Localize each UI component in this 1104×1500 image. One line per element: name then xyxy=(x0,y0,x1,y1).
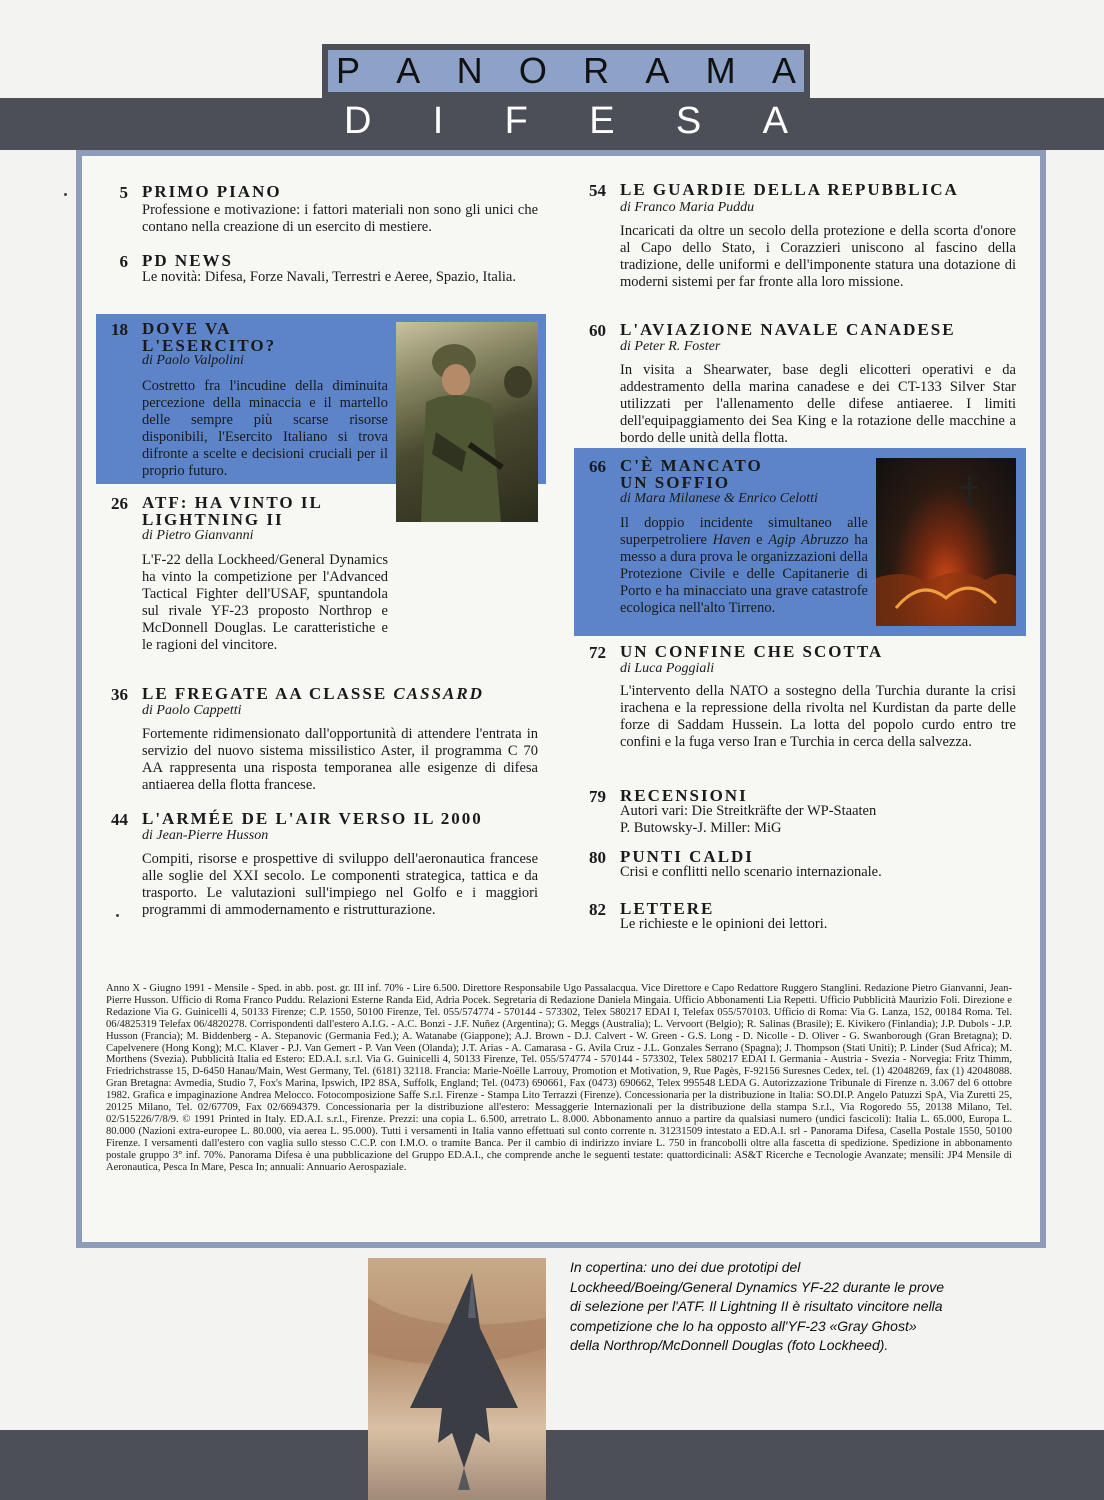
title-letter: A xyxy=(396,50,421,91)
masthead-credits: Anno X - Giugno 1991 - Mensile - Sped. in abb. post. gr. III inf. 70% - Lire 6.500. Direttore Responsabile Ugo Passalacqua. Vice Direttore e Capo Redattore Ruggero Stanglini. Redazione Pietro Gianvanni, Jean-Pierre Husson. Ufficio di Roma Franco Puddu. Relazioni Esterne Randa Eid, Adria Pocek. Segretaria di Redazione Daniela Mingaia. Ufficio Abbonamenti Lia Repetti. Ufficio Pubblicità Maurizio Foli. Direzione e Redazione Via G. Guinicelli 4, 50133 Firenze; C.P. 1550, 50100 Firenze, Tel. 055/574774 - 570144 - 573302, Telex 580217 EDAI I, Telefax 055/570103. Ufficio di Roma: Via G. Lanza, 152, 00184 Roma. Tel. 06/4825319 Telefax 06/4820278. Corrispondenti dall'estero A.I.G. - A.C. Bonzi - J.F. Nuñez (Argentina); G. Meggs (Australia); L. Vervoort (Belgio); R. Salinas (Brasile); E. Kivikero (Finlandia); J.P. Dubols - J.P. Husson (Francia); M. Biddenberg - A. Stepanovic (Germania Fed.); A. Watanabe (Giappone); A.J. Brown - D.J. Calvert - W. Green - G.S. Long - D. Nicolle - D. Oliver - G. Swanborough (Gran Bretagna); D. Capelvenere (Hong Kong); M.C. Klaver - P.J. Van Gemert - P. Van Veen (Olanda); J.T. Arias - A. Camarasa - G. Avila Cruz - J.L. Gonzales Serrano (Spagna); J. Thompson (Stati Uniti); P. Linder (Sud Africa); M. Morthens (Svezia). Pubblicità Italia ed Estero: ED.A.I. s.r.l. Via G. Guinicelli 4, 50133 Firenze, Tel. 055/574774 - 570144 - 573302, Telex 580217 EDAI I. Germania - Austria - Svezia - Norvegia: Fritz Thimm, Friedrichstrasse 15, D-6450 Hanau/Main, West Germany, Tel. (6181) 32118. Francia: Marie-Noëlle Larrouy, Promotion et Motivation, 9, Rue Pagès, F-92156 Suresnes Cedex, tel. (1) 42048269, fax (1) 42048088. Gran Bretagna: Avmedia, Studio 7, Fox's Marina, Ipswich, IP2 8SA, Suffolk, England; Tel. (0473) 690661, Fax (0473) 690662, Telex 995548 LEDA G. Autorizzazione Tribunale di Firenze n. 3.067 del 6 ottobre 1982. Grafica e impaginazione Andrea Melocco. Fotocomposizione Saffe S.r.l. Firenze - Stampa Lito Terrazzi (Firenze). Concessionaria per la distribuzione in Italia: SO.DI.P. Angelo Patuzzi SpA, Via Zuretti 25, 20125 Milano, Tel. 02/67709, Fax 02/6694379. Concessionaria per la distribuzione all'estero: Messaggerie Internazionali per la distribuzione della stampa S.r.l., Via Rogoredo 55, 20138 Milano, Tel. 02/515226/7/8/9. © 1991 Printed in Italy. ED.A.I. s.r.l., Firenze. Prezzi: una copia L. 6.500, arretrato L. 8.000. Abbonamento annuo a partire da qualsiasi numero (undici fascicoli): Italia L. 65.000, Europa L. 80.000 (Nazioni extra-europee L. 80.000, via aerea L. 95.000). Tutti i versamenti in Italia vanno effettuati sul conto corrente n. 31231509 intestato a ED.A.I. srl - Panorama Difesa, Casella Postale 1550, 50100 Firenze. I versamenti dall'estero con vaglia sullo stesso C.C.P. con I.M.O. o tramite Banca. Per il cambio di indirizzo inviare L. 750 in francobolli oltre alla fascetta di spedizione. Spedizione in abbonamento postale gruppo 3° inf. 70%. Panorama Difesa è una pubblicazione del Gruppo ED.A.I., che comprende anche le seguenti testate: quattordicinali: AS&T Ricerche e Tecnologie Avanzate; mensili: JP4 Mensile di Aeronautica, Pesca In Mare, Pesca In; annuali: Annuario Aerospaziale. xyxy=(106,983,1012,1173)
entry-page-number: 18 xyxy=(111,320,128,339)
entry-summary: Compiti, risorse e prospettive di sviluppo dell'aeronautica francese alle soglie del XXI secolo. Le componenti strategica, tattica e da trasporto. Le valutazioni sull'impiego nel Golfo e i maggiori programmi di ammodernamento e ristrutturazione. xyxy=(142,851,538,918)
entry-title[interactable]: PD NEWS xyxy=(142,251,233,270)
title-letter: R xyxy=(583,50,610,91)
entry-author: di Pietro Gianvanni xyxy=(142,528,254,543)
entry-summary: Le richieste e le opinioni dei lettori. xyxy=(620,916,828,932)
entry-page-number: 66 xyxy=(589,457,606,476)
entry-page-number: 72 xyxy=(589,643,606,662)
ship-name: Agip Abruzzo xyxy=(768,532,849,548)
entry-title[interactable]: DOVE VA L'ESERCITO? xyxy=(142,319,277,355)
entry-title[interactable]: ATF: HA VINTO IL LIGHTNING II xyxy=(142,493,322,529)
title-letter: O xyxy=(518,50,547,91)
entry-title[interactable]: L'AVIAZIONE NAVALE CANADESE xyxy=(620,320,956,339)
title-letter: F xyxy=(504,99,528,142)
entry-author: di Paolo Cappetti xyxy=(142,703,242,718)
title-letter: P xyxy=(336,50,361,91)
entry-title-text: LE FREGATE AA CLASSE xyxy=(142,684,388,703)
entry-page-number: 36 xyxy=(111,685,128,704)
title-letter: A xyxy=(762,99,788,142)
entry-author: di Luca Poggiali xyxy=(620,661,715,676)
entry-title[interactable]: LETTERE xyxy=(620,899,715,918)
entry-summary: In visita a Shearwater, base degli elicotteri operativi e da addestramento della marina canadese e dei CT-133 Silver Star utilizzati per l'allenamento delle difese antiaeree. I limiti dell'equipaggiamento dei Sea King e la rotazione delle macchine a bordo delle unità della flotta. xyxy=(620,362,1016,446)
title-letter: D xyxy=(344,99,372,142)
entry-summary: Costretto fra l'incudine della diminuita percezione della minaccia e il martello delle sempre più scarse risorse disponibili, l'Esercito Italiano si trova difronte a scelte e decisioni cruciali per il proprio futuro. xyxy=(142,378,388,479)
entry-summary: Autori vari: Die Streitkräfte der WP-Staaten xyxy=(620,803,877,819)
cover-photo-yf22 xyxy=(368,1258,546,1500)
scan-speck xyxy=(64,193,67,196)
entry-summary: Incaricati da oltre un secolo della protezione e della scorta d'onore al Capo dello Stato, i Corazzieri uniscono al fascino della tradizione, delle uniformi e dell'imponente statura una dotazione di moderni sistemi per far fronte alla loro missione. xyxy=(620,223,1016,290)
entry-page-number: 44 xyxy=(111,810,128,829)
soldier-photo xyxy=(396,322,538,522)
entry-author: di Paolo Valpolini xyxy=(142,353,244,368)
scan-speck xyxy=(116,914,119,917)
entry-author: di Mara Milanese & Enrico Celotti xyxy=(620,491,818,506)
entry-page-number: 54 xyxy=(589,181,606,200)
entry-summary: L'F-22 della Lockheed/General Dynamics ha vinto la competizione per l'Advanced Tactical Fighter dell'USAF, spuntandola sul rivale YF-23 proposto Northrop e McDonnell Douglas. Le caratteristiche e le ragioni del vincitore. xyxy=(142,552,388,653)
ship-name: Haven xyxy=(712,532,751,548)
entry-author: di Peter R. Foster xyxy=(620,339,721,354)
soldier-illustration xyxy=(396,322,538,522)
summary-text: Il doppio incidente simultaneo alle superpetroliere xyxy=(620,515,868,548)
entry-page-number: 60 xyxy=(589,321,606,340)
entry-page-number: 79 xyxy=(589,787,606,806)
entry-title[interactable]: PUNTI CALDI xyxy=(620,847,754,866)
entry-title-ship: CASSARD xyxy=(393,684,484,703)
cover-caption: In copertina: uno dei due prototipi del Lockheed/Boeing/General Dynamics YF-22 durante le prove di selezione per l'ATF. Il Lightning II è risultato vincitore nella competizione che lo ha opposto all'YF-23 «Gray Ghost» della Northrop/McDonnell Douglas (foto Lockheed). xyxy=(570,1259,945,1353)
entry-author: di Jean-Pierre Husson xyxy=(142,828,269,843)
title-letter: A xyxy=(645,50,670,91)
oil-fire-photo xyxy=(876,458,1016,626)
entry-summary: P. Butowsky-J. Miller: MiG xyxy=(620,820,782,836)
entry-author: di Franco Maria Puddu xyxy=(620,200,755,215)
bottom-band xyxy=(0,1430,1104,1500)
entry-summary xyxy=(620,515,868,617)
entry-page-number: 6 xyxy=(119,252,128,271)
entry-page-number: 82 xyxy=(589,900,606,919)
summary-text: e xyxy=(750,532,769,548)
title-letter: S xyxy=(675,99,702,142)
title-letter: E xyxy=(589,99,615,142)
title-letter: M xyxy=(705,50,736,91)
entry-title[interactable]: LE GUARDIE DELLA REPUBBLICA xyxy=(620,180,959,199)
title-letter: N xyxy=(456,50,483,91)
magazine-title-difesa xyxy=(322,98,810,144)
entry-title[interactable] xyxy=(142,685,484,702)
entry-page-number: 5 xyxy=(119,183,128,202)
fire-illustration xyxy=(876,458,1016,626)
entry-summary: Le novità: Difesa, Forze Navali, Terrestri e Aeree, Spazio, Italia. xyxy=(142,269,516,285)
entry-title[interactable]: UN CONFINE CHE SCOTTA xyxy=(620,642,884,661)
entry-summary: Fortemente ridimensionato dall'opportunità di attendere l'entrata in servizio del nuovo sistema missilistico Aster, il programma C 70 AA rappresenta una risposta temporanea alle esigenze di difesa antiaerea della flotta francese. xyxy=(142,726,538,793)
entry-title[interactable]: PRIMO PIANO xyxy=(142,182,282,201)
yf22-illustration xyxy=(368,1258,546,1500)
entry-title[interactable]: RECENSIONI xyxy=(620,786,748,805)
entry-title[interactable]: L'ARMÉE DE L'AIR VERSO IL 2000 xyxy=(142,809,483,828)
title-letter: I xyxy=(432,99,444,142)
summary-text: ha messo a dura prova le organizzazioni della Protezione Civile e delle Capitanerie di Porto e ha minacciato una grave catastrofe ecologica nell'alto Tirreno. xyxy=(620,532,868,616)
entry-page-number: 26 xyxy=(111,494,128,513)
title-letter: A xyxy=(771,50,796,91)
entry-summary: Crisi e conflitti nello scenario internazionale. xyxy=(620,864,882,880)
entry-summary: Professione e motivazione: i fattori materiali non sono gli unici che contano nella creazione di un esercito di mestiere. xyxy=(142,202,538,235)
entry-title[interactable]: C'È MANCATO UN SOFFIO xyxy=(620,456,763,492)
magazine-title-panorama xyxy=(322,44,810,98)
entry-page-number: 80 xyxy=(589,848,606,867)
entry-summary: L'intervento della NATO a sostegno della Turchia durante la crisi irachena e la repressione della rivolta nel Kurdistan da parte delle forze di Saddam Hussein. La lotta del popolo curdo entro tre confini e la fuga verso Iran e Turchia in cerca della salvezza. xyxy=(620,683,1016,750)
